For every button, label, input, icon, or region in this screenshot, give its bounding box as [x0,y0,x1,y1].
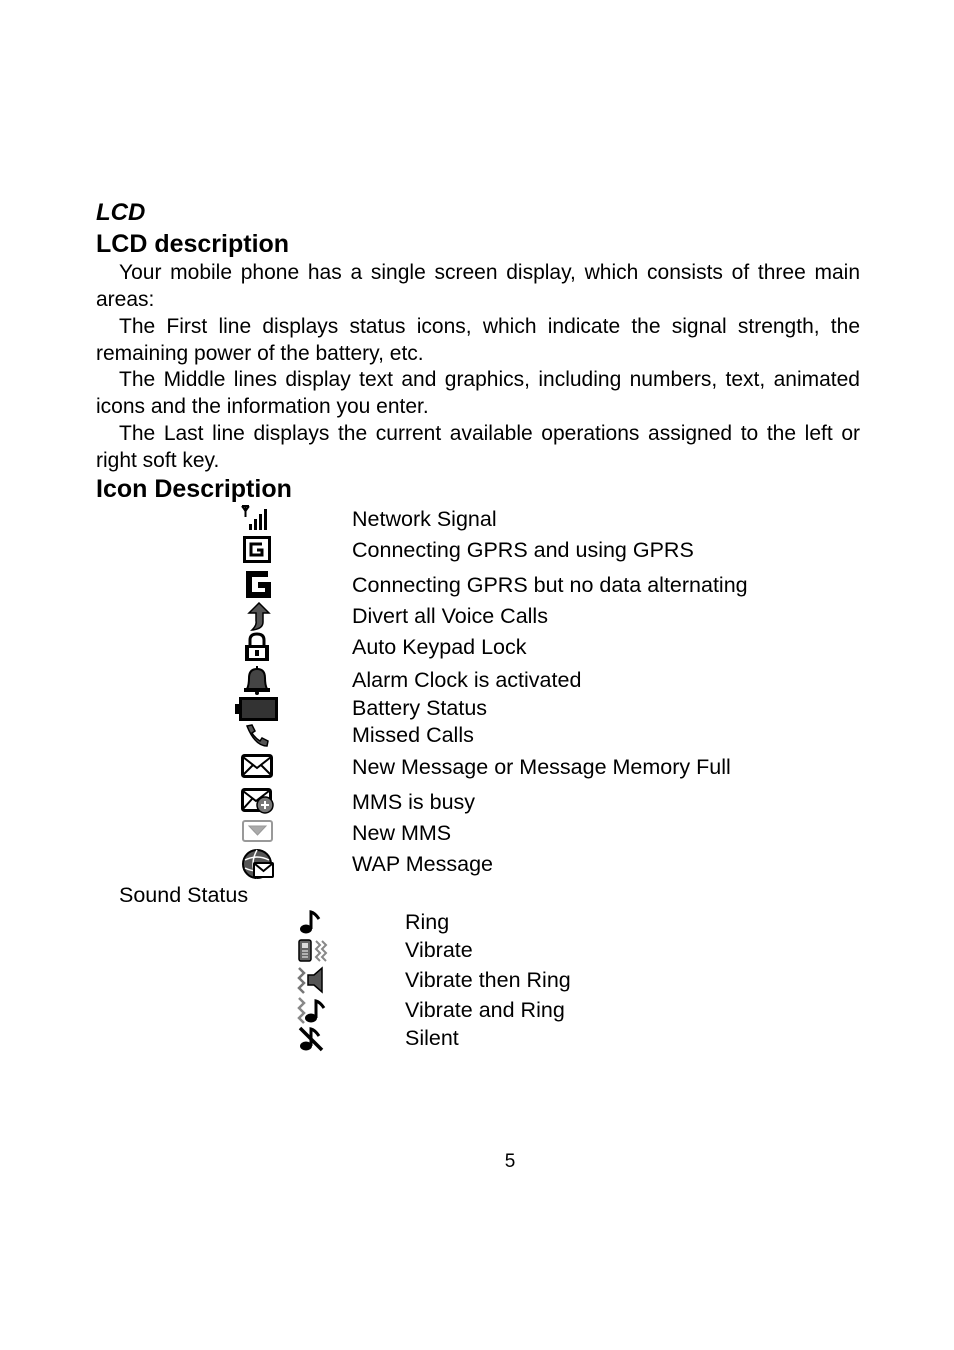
battery-icon [235,696,279,722]
paragraph-main-areas: Your mobile phone has a single screen display, which consists of three main areas: [96,261,860,311]
icon-label: New Message or Message Memory Full [352,755,731,779]
sound-label: Vibrate and Ring [405,998,565,1022]
paragraph-middle-lines: The Middle lines display text and graphics, including numbers, text, animated icons and the information you enter. [96,368,860,418]
gprs-idle-icon [244,569,272,600]
icon-label: Divert all Voice Calls [352,604,548,628]
icon-label: Alarm Clock is activated [352,668,582,692]
icon-label: MMS is busy [352,790,476,814]
vibrate-icon [296,937,330,963]
page-number: 5 [504,1151,516,1172]
new-mms-icon [242,820,273,842]
mms-busy-icon [241,788,275,814]
icon-label: WAP Message [352,852,493,876]
vibrate-and-ring-icon [296,995,328,1025]
missed-call-icon [245,723,271,749]
sound-label: Ring [405,910,450,934]
paragraph-first-line: The First line displays status icons, which indicate the signal strength, the remaining power of the battery, etc. [96,315,860,365]
icon-label: Connecting GPRS and using GPRS [352,538,694,562]
sound-label: Silent [405,1026,459,1050]
keypad-lock-icon [243,632,271,662]
network-signal-icon [240,505,270,532]
icon-label: Network Signal [352,507,497,531]
alarm-bell-icon [241,665,273,695]
icon-label: Battery Status [352,696,488,720]
icon-label: Auto Keypad Lock [352,635,527,659]
envelope-icon [241,754,273,778]
section-title: LCD [96,199,146,226]
wap-message-icon [241,848,275,880]
ring-note-icon [298,909,324,935]
vibrate-then-ring-icon [296,965,328,995]
icon-description-heading: Icon Description [96,475,292,503]
icon-label: New MMS [352,821,452,845]
lcd-description-heading: LCD description [96,230,290,258]
divert-calls-icon [246,602,272,631]
icon-label: Connecting GPRS but no data alternating [352,573,748,597]
silent-icon [297,1025,325,1053]
sound-label: Vibrate then Ring [405,968,571,992]
sound-label: Vibrate [405,938,473,962]
gprs-connected-icon [243,536,271,563]
sound-status-heading: Sound Status [119,883,249,907]
paragraph-last-line: The Last line displays the current available operations assigned to the left or right soft key. [96,422,860,472]
icon-label: Missed Calls [352,723,474,747]
